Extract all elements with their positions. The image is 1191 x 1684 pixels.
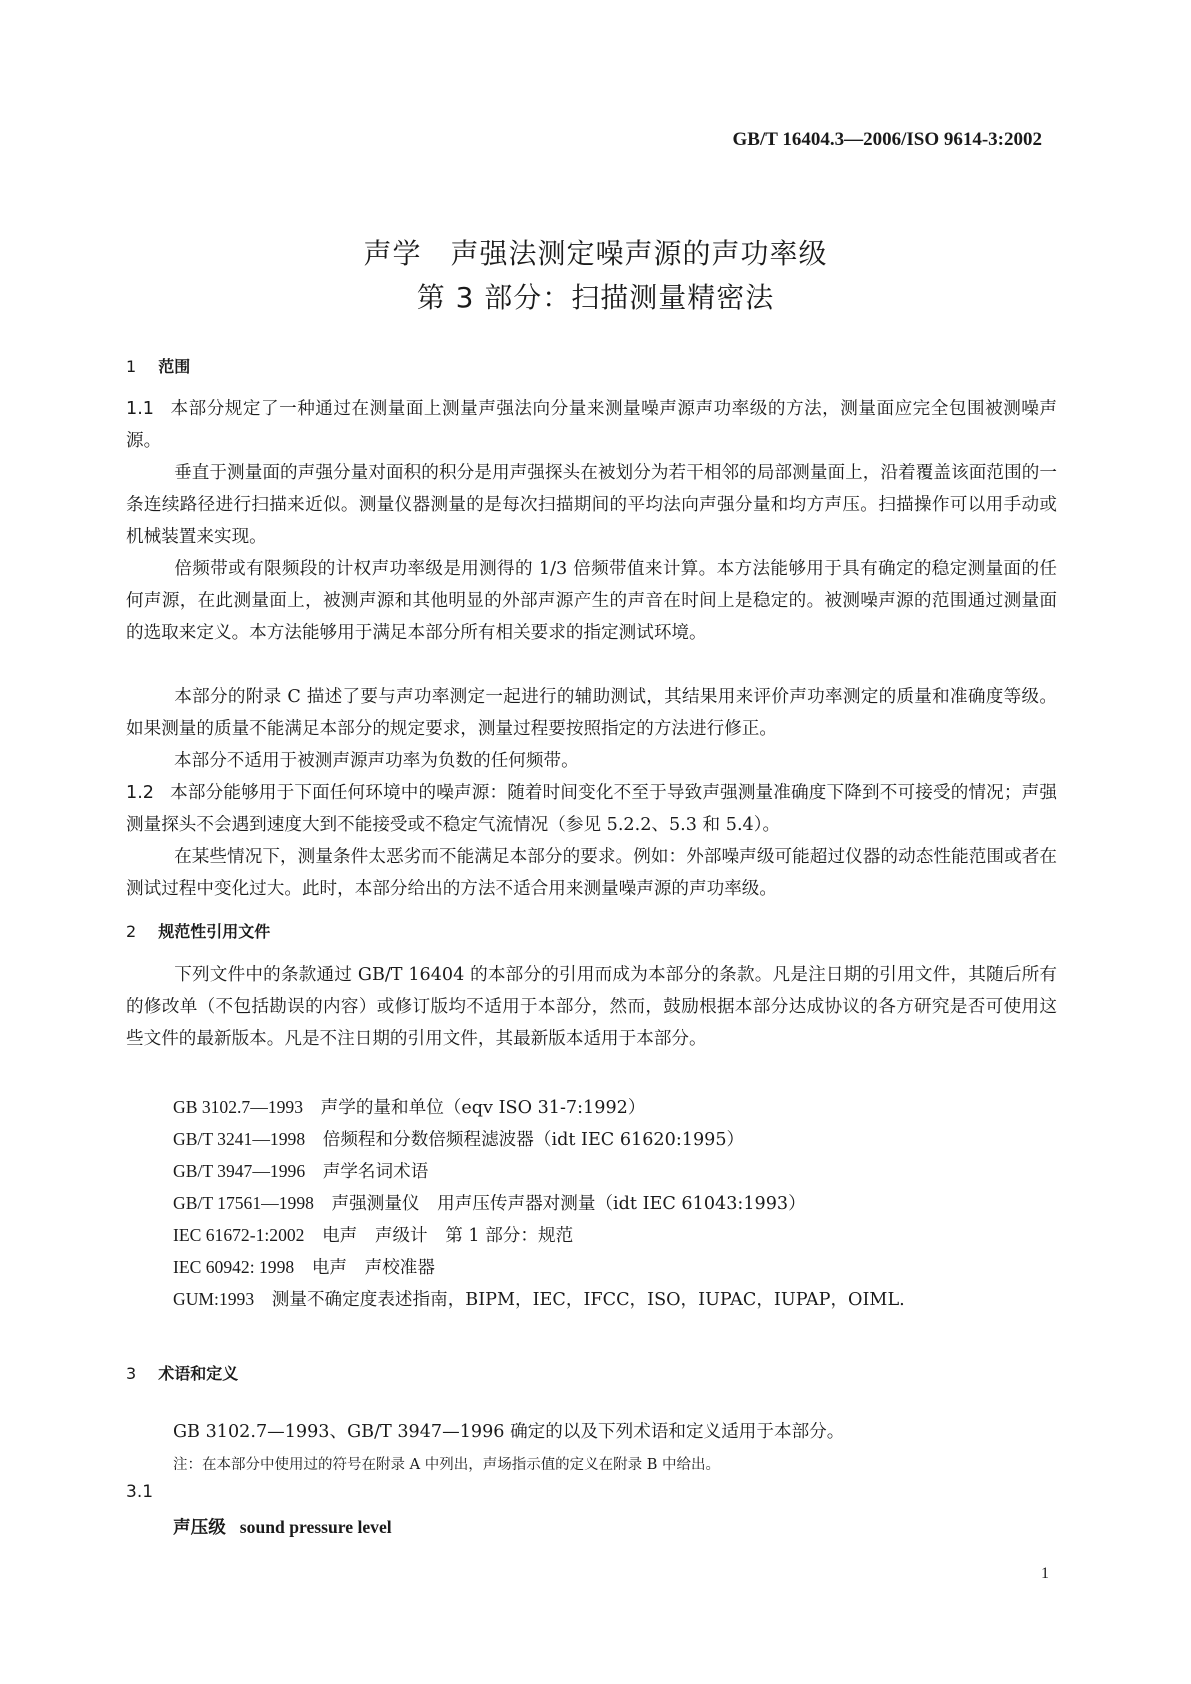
section-2-heading bbox=[126, 919, 270, 942]
reference-item bbox=[173, 1190, 806, 1215]
section-title: 规范性引用文件 bbox=[158, 922, 271, 941]
section-3-intro: GB 3102.7—1993、GB/T 3947—1996 确定的以及下列术语和定义适用于本部分。 bbox=[173, 1422, 845, 1442]
document-title-line1: 声学 声强法测定噪声源的声功率级 bbox=[363, 237, 828, 270]
clause-1-1-paragraph bbox=[126, 393, 1057, 457]
term-english: sound pressure level bbox=[239, 1517, 392, 1537]
standard-code: GB/T 16404.3—2006/ISO 9614-3:2002 bbox=[732, 129, 1042, 150]
clause-1-2-paragraph-b bbox=[126, 841, 1057, 905]
reference-code: GB/T 3241—1998 bbox=[173, 1129, 306, 1149]
paragraph-text: 下列文件中的条款通过 GB/T 16404 的本部分的引用而成为本部分的条款。凡是注日期的引用文件，其随后所有的修改单（不包括勘误的内容）或修订版均不适用于本部分，然而，鼓励根据本部分达成协议的各方研究是否可使用这些文件的最新版本。凡是不注日期的引用文件，其最新版本适用于本部分。 bbox=[126, 965, 1057, 1049]
reference-code: IEC 60942: 1998 bbox=[173, 1257, 295, 1277]
term-entry bbox=[173, 1514, 392, 1539]
reference-code: GUM:1993 bbox=[173, 1289, 255, 1309]
clause-number: 1.2 bbox=[126, 783, 154, 803]
document-title-line2: 第 3 部分：扫描测量精密法 bbox=[416, 281, 775, 314]
paragraph-text: 垂直于测量面的声强分量对面积的积分是用声强探头在被划分为若干相邻的局部测量面上，沿着覆盖该面范围的一条连续路径进行扫描来近似。测量仪器测量的是每次扫描期间的平均法向声强分量和均方声压。扫描操作可以用手动或机械装置来实现。 bbox=[126, 463, 1057, 547]
paragraph-text: 本部分的附录 C 描述了要与声功率测定一起进行的辅助测试，其结果用来评价声功率测定的质量和准确度等级。如果测量的质量不能满足本部分的规定要求，测量过程要按照指定的方法进行修正。 bbox=[126, 687, 1057, 739]
reference-item bbox=[173, 1222, 573, 1247]
clause-number: 1.1 bbox=[126, 399, 154, 419]
section-number: 2 bbox=[126, 922, 137, 941]
reference-title: 倍频程和分数倍频程滤波器（idt IEC 61620:1995） bbox=[322, 1130, 745, 1150]
section-title: 术语和定义 bbox=[158, 1364, 239, 1383]
reference-title: 测量不确定度表述指南，BIPM，IEC，IFCC，ISO，IUPAC，IUPAP，OIML. bbox=[271, 1290, 905, 1310]
clause-1-1-paragraph-b bbox=[126, 457, 1057, 553]
paragraph-text: 在某些情况下，测量条件太恶劣而不能满足本部分的要求。例如：外部噪声级可能超过仪器的动态性能范围或者在测试过程中变化过大。此时，本部分给出的方法不适合用来测量噪声源的声功率级。 bbox=[126, 847, 1057, 899]
reference-title: 声学的量和单位（eqv ISO 31-7:1992） bbox=[320, 1098, 646, 1118]
reference-code: GB/T 17561—1998 bbox=[173, 1193, 314, 1213]
note: 注：在本部分中使用过的符号在附录 A 中列出，声场指示值的定义在附录 B 中给出。 bbox=[173, 1457, 721, 1473]
paragraph-text: 本部分能够用于下面任何环境中的噪声源：随着时间变化不至于导致声强测量准确度下降到不可接受的情况；声强测量探头不会遇到速度大到不能接受或不稳定气流情况（参见 5.2.2、5.3 和 5.4）。 bbox=[126, 783, 1057, 835]
reference-item bbox=[173, 1254, 435, 1279]
section-title: 范围 bbox=[158, 357, 191, 376]
section-number: 3 bbox=[126, 1364, 137, 1383]
reference-item bbox=[173, 1126, 744, 1151]
paragraph-text: 本部分规定了一种通过在测量面上测量声强法向分量来测量噪声源声功率级的方法，测量面应完全包围被测噪声源。 bbox=[126, 399, 1057, 451]
reference-item bbox=[173, 1158, 428, 1183]
clause-1-1-paragraph-e bbox=[126, 745, 1057, 777]
section-number: 1 bbox=[126, 357, 137, 376]
paragraph-text: 本部分不适用于被测声源声功率为负数的任何频带。 bbox=[174, 751, 579, 771]
paragraph-text: 倍频带或有限频段的计权声功率级是用测得的 1/3 倍频带值来计算。本方法能够用于具有确定的稳定测量面的任何声源，在此测量面上，被测声源和其他明显的外部声源产生的声音在时间上是稳定的。被测噪声源的范围通过测量面的选取来定义。本方法能够用于满足本部分所有相关要求的指定测试环境。 bbox=[126, 559, 1057, 643]
reference-title: 电声 声校准器 bbox=[311, 1258, 435, 1278]
clause-1-1-paragraph-d bbox=[126, 681, 1057, 745]
reference-title: 声学名词术语 bbox=[322, 1162, 429, 1182]
term-chinese: 声压级 bbox=[173, 1517, 226, 1538]
reference-title: 电声 声级计 第 1 部分：规范 bbox=[322, 1226, 574, 1246]
reference-item bbox=[173, 1094, 645, 1119]
section-2-intro bbox=[126, 959, 1057, 1055]
section-1-heading bbox=[126, 354, 190, 377]
reference-code: GB/T 3947—1996 bbox=[173, 1161, 306, 1181]
reference-code: IEC 61672-1:2002 bbox=[173, 1225, 305, 1245]
page-number: 1 bbox=[1041, 1565, 1049, 1582]
clause-1-2-paragraph bbox=[126, 777, 1057, 841]
clause-1-1-paragraph-c bbox=[126, 553, 1057, 649]
definition-number: 3.1 bbox=[126, 1482, 154, 1502]
reference-title: 声强测量仪 用声压传声器对测量（idt IEC 61043:1993） bbox=[331, 1194, 806, 1214]
section-3-heading bbox=[126, 1361, 238, 1384]
reference-code: GB 3102.7—1993 bbox=[173, 1097, 304, 1117]
reference-item bbox=[173, 1286, 905, 1311]
